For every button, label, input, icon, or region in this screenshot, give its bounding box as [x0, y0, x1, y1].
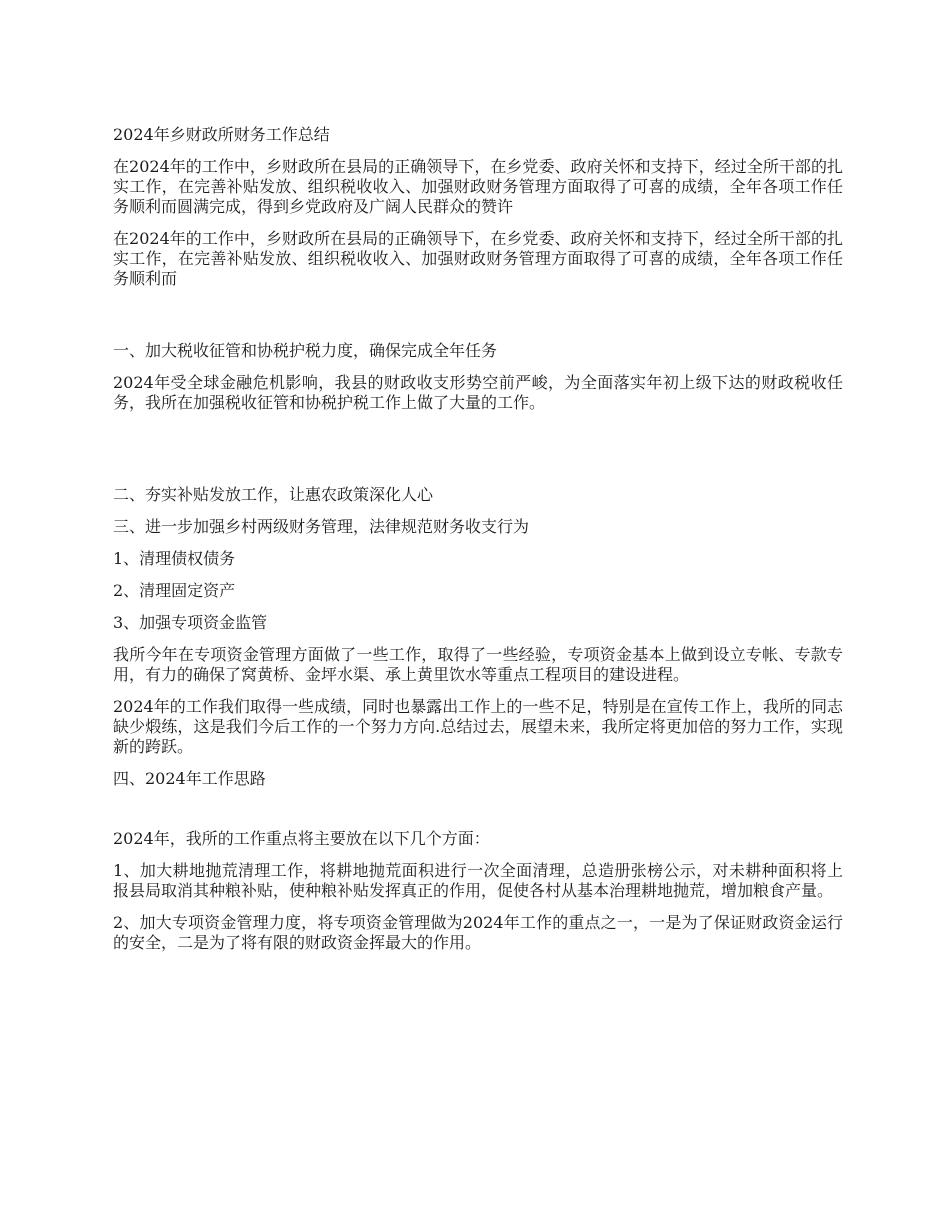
section-3-item-1: 1、清理债权债务	[113, 549, 236, 568]
section-4-heading: 四、2024年工作思路	[113, 769, 266, 788]
section-4-item-2: 2、加大专项资金管理力度，将专项资金管理做为2024年工作的重点之一，一是为了保证财政资金运行的安全，二是为了将有限的财政资金挥最大的作用。	[113, 913, 843, 952]
section-2-heading: 二、夯实补贴发放工作，让惠农政策深化人心	[113, 485, 434, 504]
document-title: 2024年乡财政所财务工作总结	[113, 125, 330, 144]
summary-paragraph: 2024年的工作我们取得一些成绩，同时也暴露出工作上的一些不足，特别是在宣传工作上，我所的同志缺少煅练，这是我们今后工作的一个努力方向.总结过去，展望未来，我所定将更加倍的努力工作，实现新的跨跃。	[113, 697, 843, 756]
document-page	[113, 125, 843, 965]
section-1-body: 2024年受全球金融危机影响，我县的财政收支形势空前严峻，为全面落实年初上级下达的财政税收任务，我所在加强税收征管和协税护税工作上做了大量的工作。	[113, 373, 843, 412]
section-4-intro: 2024年，我所的工作重点将主要放在以下几个方面：	[113, 829, 490, 848]
section-3-item-2: 2、清理固定资产	[113, 581, 236, 600]
spacer	[113, 425, 843, 485]
section-4-item-1: 1、加大耕地抛荒清理工作，将耕地抛荒面积进行一次全面清理，总造册张榜公示，对未耕种面积将上报县局取消其种粮补贴，使种粮补贴发挥真正的作用，促使各村从基本治理耕地抛荒，增加粮食产量。	[113, 861, 843, 900]
section-3-heading: 三、进一步加强乡村两级财务管理，法律规范财务收支行为	[113, 517, 530, 536]
section-3-item-3: 3、加强专项资金监管	[113, 613, 268, 632]
section-3-body: 我所今年在专项资金管理方面做了一些工作，取得了一些经验，专项资金基本上做到设立专帐、专款专用，有力的确保了窝黄桥、金坪水渠、承上黄里饮水等重点工程项目的建设进程。	[113, 645, 843, 684]
spacer	[113, 301, 843, 341]
intro-paragraph-2: 在2024年的工作中，乡财政所在县局的正确领导下，在乡党委、政府关怀和支持下，经过全所干部的扎实工作，在完善补贴发放、组织税收收入、加强财政财务管理方面取得了可喜的成绩，全年各项工作任务顺利而	[113, 229, 843, 288]
spacer	[113, 801, 843, 829]
intro-paragraph-1: 在2024年的工作中，乡财政所在县局的正确领导下，在乡党委、政府关怀和支持下，经过全所干部的扎实工作，在完善补贴发放、组织税收收入、加强财政财务管理方面取得了可喜的成绩，全年各项工作任务顺利而圆满完成，得到乡党政府及广阔人民群众的赞许	[113, 157, 843, 216]
section-1-heading: 一、加大税收征管和协税护税力度，确保完成全年任务	[113, 341, 498, 360]
